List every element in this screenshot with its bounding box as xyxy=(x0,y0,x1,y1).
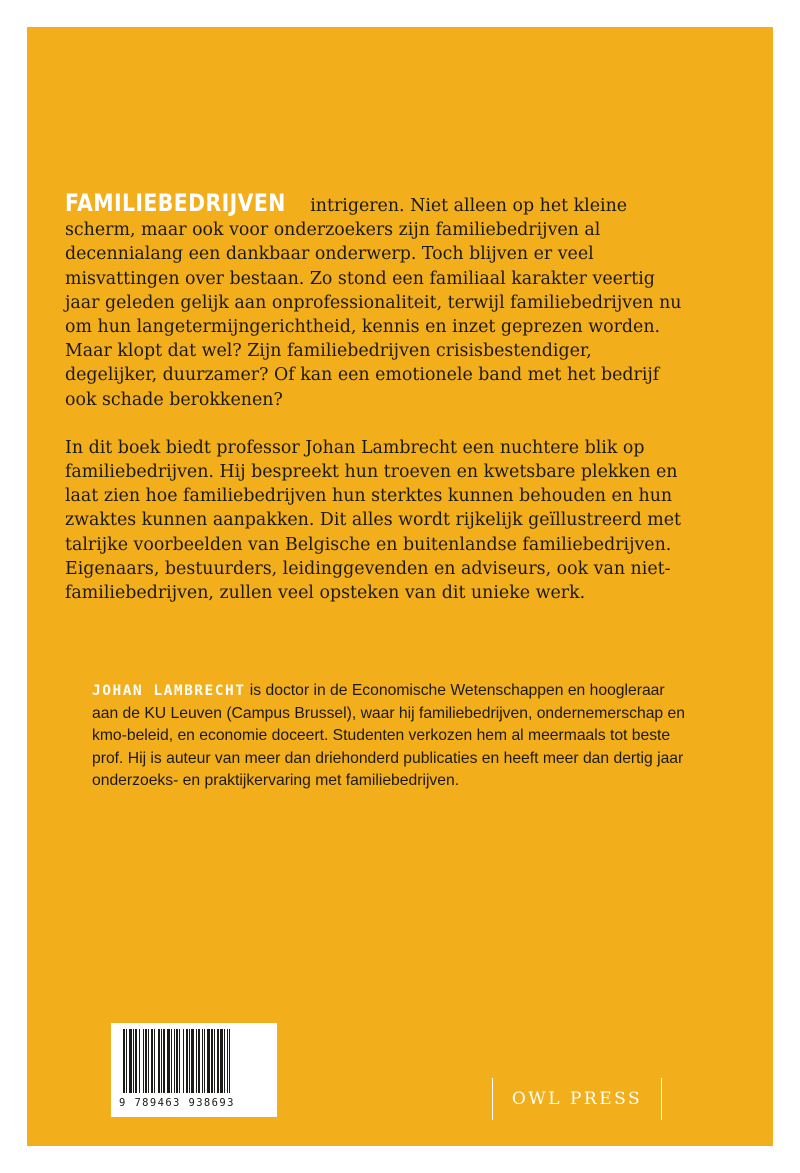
publisher-logo: OWL PRESS xyxy=(492,1078,662,1120)
barcode-bar xyxy=(179,1029,180,1093)
barcode-bar xyxy=(167,1029,170,1093)
lead-word-heading: FAMILIEBEDRIJVEN xyxy=(65,189,286,217)
blurb-paragraph-2: In dit boek biedt professor Johan Lambrecht een nuchtere blik op familiebedrijven. Hij bespreekt hun troeven en kwetsbare plekken en laat zien hoe familiebedrijven hun sterktes kunnen behouden en hun zwaktes kunnen aanpakken. Dit alles wordt rijkelijk geïllustreerd met talrijke voorbeelden van Belgische en buitenlandse familiebedrijven. Eigenaars, bestuurders, leidinggevenden en adviseurs, ook van niet-familiebedrijven, zullen veel opsteken van dit unieke werk. xyxy=(65,437,682,604)
barcode-bar xyxy=(158,1029,160,1093)
barcode-bar xyxy=(133,1029,134,1093)
barcode-bar xyxy=(154,1029,155,1093)
barcode-bar xyxy=(202,1029,203,1093)
barcode-bar xyxy=(189,1029,190,1093)
isbn-digits: 9 789463 938693 xyxy=(119,1097,235,1109)
barcode-bar xyxy=(129,1029,132,1093)
author-name: JOHAN LAMBRECHT xyxy=(92,683,246,699)
blurb-paragraph-1-text: intrigeren. Niet alleen op het kleine scherm, maar ook voor onderzoekers zijn familiebedrijven al decennialang een dankbaar onderwerp. Toch blijven er veel misvattingen over bestaan. Zo stond een familiaal karakter veertig jaar geleden gelijk aan onprofessionaliteit, terwijl familiebedrijven nu om hun langetermijngerichtheid, kennis en inzet geprezen worden. Maar klopt dat wel? Zijn familiebedrijven crisisbestendiger, degelijker, duurzamer? Of kan een emotionele band met het bedrijf ook schade berokkenen? xyxy=(65,196,682,410)
barcode-bar xyxy=(191,1029,194,1093)
barcode-bar xyxy=(163,1029,165,1093)
barcode-bar xyxy=(176,1029,178,1093)
barcode-bar xyxy=(123,1029,125,1093)
barcode-bar xyxy=(145,1029,147,1093)
author-bio-text: is doctor in de Economische Wetenschappen en hoogleraar aan de KU Leuven (Campus Brussel), waar hij familiebedrijven, ondernemerschap en kmo-beleid, en economie doceert. Studenten verkozen hem al meermaals tot beste prof. Hij is auteur van meer dan driehonderd publicaties en heeft meer dan dertig jaar onderzoeks- en praktijkervaring met familiebedrijven. xyxy=(92,682,685,789)
barcode-bar xyxy=(174,1029,175,1093)
blurb-paragraph-1 xyxy=(65,191,685,412)
barcode-bar xyxy=(135,1029,137,1093)
barcode-bar xyxy=(196,1029,197,1093)
barcode-bar xyxy=(227,1029,228,1093)
barcode-bar xyxy=(229,1029,230,1093)
barcode-bar xyxy=(211,1029,213,1093)
barcode-bar xyxy=(204,1029,205,1093)
barcode-bar xyxy=(126,1029,127,1093)
barcode-bar xyxy=(171,1029,172,1093)
barcode-bar xyxy=(183,1029,184,1093)
book-blurb xyxy=(65,191,685,629)
barcode-bar xyxy=(220,1029,223,1093)
barcode-bar xyxy=(151,1029,153,1093)
barcode-bar xyxy=(198,1029,200,1093)
author-bio xyxy=(92,680,692,793)
barcode-bar xyxy=(161,1029,162,1093)
barcode-bar xyxy=(214,1029,215,1093)
barcode-bar xyxy=(224,1029,225,1093)
barcode-bar xyxy=(148,1029,149,1093)
barcode-bar xyxy=(186,1029,188,1093)
barcode-bar xyxy=(207,1029,210,1093)
barcode-bar xyxy=(139,1029,140,1093)
barcode-bar xyxy=(143,1029,144,1093)
isbn-barcode xyxy=(111,1023,277,1117)
barcode-bar xyxy=(217,1029,219,1093)
